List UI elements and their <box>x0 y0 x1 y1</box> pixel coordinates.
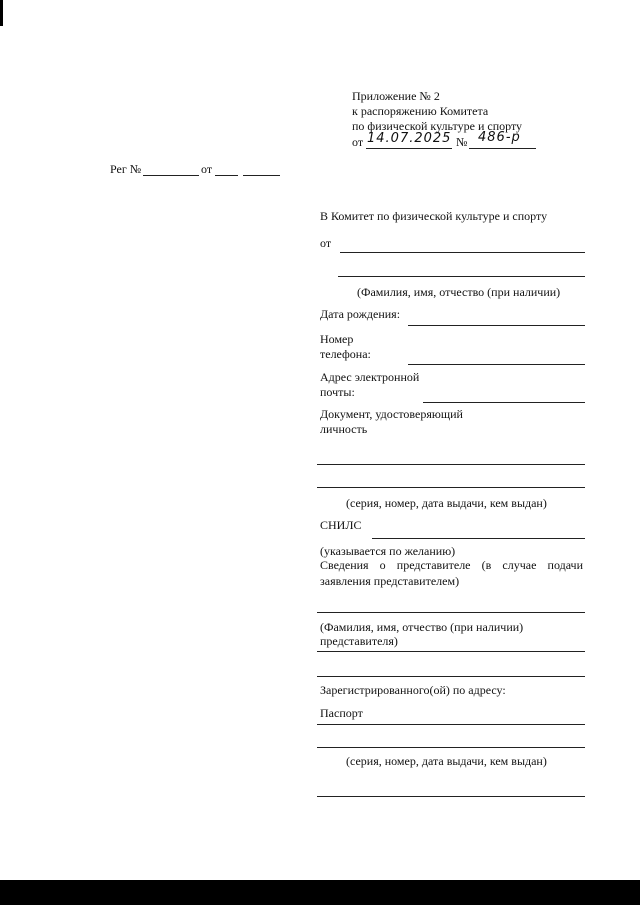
phone-label-line1: Номер <box>320 332 354 346</box>
snils-optional-note: (указывается по желанию) <box>320 544 456 558</box>
passport-label: Паспорт <box>320 706 363 720</box>
id-document-line-2[interactable] <box>317 487 585 488</box>
appendix-date-handwritten: 14.07.2025 <box>367 131 452 146</box>
birth-date-line[interactable] <box>408 325 585 326</box>
appendix-number-label: № <box>456 135 468 149</box>
passport-line-1[interactable] <box>317 724 585 725</box>
reg-number-line <box>143 175 199 176</box>
id-document-line-1[interactable] <box>317 464 585 465</box>
representative-fio-line-1[interactable] <box>317 651 585 652</box>
scan-edge-mark <box>0 0 3 26</box>
appendix-from-label: от <box>352 135 364 149</box>
appendix-order-line: к распоряжению Комитета <box>352 104 489 118</box>
representative-fio-line-2[interactable] <box>317 676 585 677</box>
snils-line[interactable] <box>372 538 585 539</box>
email-label-line1: Адрес электронной <box>320 370 420 384</box>
phone-label-line2: телефона: <box>320 347 371 361</box>
scan-bottom-edge <box>0 880 640 905</box>
reg-date-line <box>215 175 238 176</box>
passport-line-3[interactable] <box>317 796 585 797</box>
appendix-title: Приложение № 2 <box>352 89 440 103</box>
appendix-committee-line: по физической культуре и спорту <box>352 119 523 133</box>
email-line[interactable] <box>423 402 585 403</box>
birth-date-label: Дата рождения: <box>320 307 401 321</box>
id-document-caption: (серия, номер, дата выдачи, кем выдан) <box>346 496 547 510</box>
id-document-label-line1: Документ, удостоверяющий <box>320 407 463 421</box>
passport-caption: (серия, номер, дата выдачи, кем выдан) <box>346 754 547 768</box>
registered-address-label: Зарегистрированного(ой) по адресу: <box>320 683 506 697</box>
applicant-fio-line-1[interactable] <box>340 252 585 253</box>
appendix-number-handwritten: 486-р <box>478 130 521 145</box>
addressee: В Комитет по физической культуре и спорту <box>320 209 548 223</box>
applicant-fio-caption: (Фамилия, имя, отчество (при наличии) <box>357 285 561 299</box>
reg-number-label: Рег № <box>110 162 142 176</box>
reg-date-label: от <box>201 162 213 176</box>
reg-date-line-2 <box>243 175 280 176</box>
id-document-label-line2: личность <box>320 422 368 436</box>
appendix-number-line <box>469 148 536 149</box>
representative-fio-caption-line1: (Фамилия, имя, отчество (при наличии) <box>320 620 524 634</box>
email-label-line2: почты: <box>320 385 355 399</box>
snils-label: СНИЛС <box>320 518 362 532</box>
representative-fio-caption-line2: представителя) <box>320 634 398 648</box>
applicant-fio-line-2[interactable] <box>338 276 585 277</box>
representative-info-text: Сведения о представителе (в случае подачи заявления представителем) <box>320 558 583 588</box>
representative-line[interactable] <box>317 612 585 613</box>
appendix-date-line <box>366 148 452 149</box>
applicant-from-label: от <box>320 236 332 250</box>
phone-line[interactable] <box>408 364 585 365</box>
passport-line-2[interactable] <box>317 747 585 748</box>
